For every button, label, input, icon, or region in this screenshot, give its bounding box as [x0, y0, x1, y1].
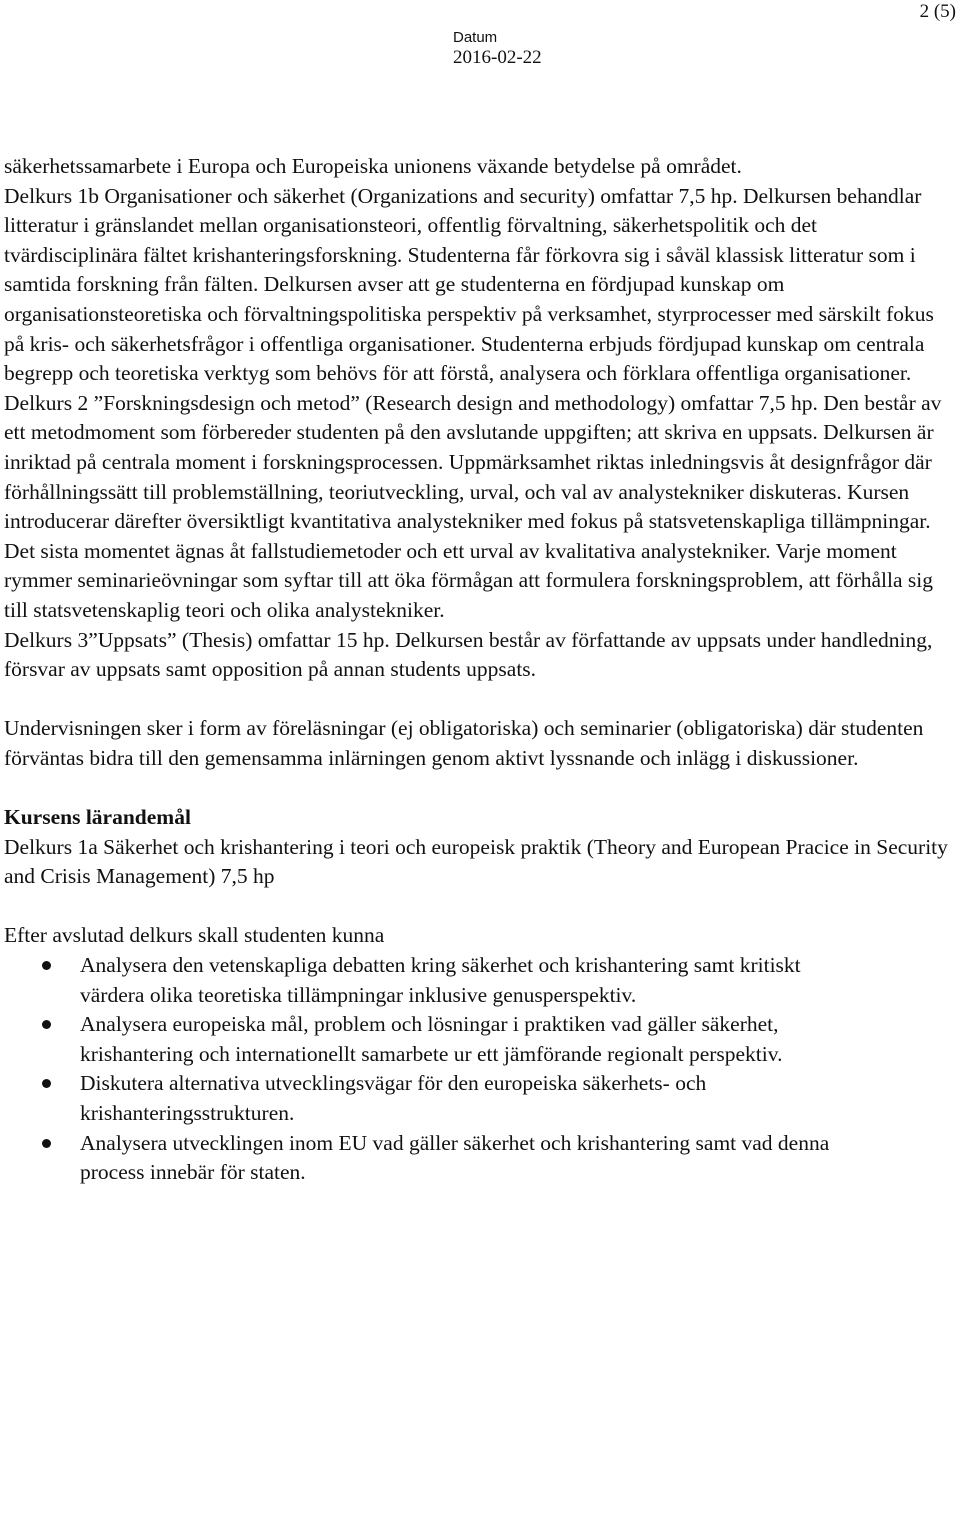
document-body — [4, 152, 952, 1188]
paragraph-delkurs-1b: Delkurs 1b Organisationer och säkerhet (Organizations and security) omfattar 7,5 hp. Delkursen behandlar litteratur i gränslandet mellan organisationsteori, offentlig förvaltning, säkerhetspolitik och det tvärdisciplinära fältet krishanteringsforskning. Studenterna får förkovra sig i såväl klassisk litteratur som i samtida forskning från fälten. Delkursen avser att ge studenterna en fördjupad kunskap om organisationsteoretiska och förvaltningspolitiska perspektiv på verksamhet, styrprocesser med särskilt fokus på kris- och säkerhetsfrågor i offentliga organisationer. Studenterna erbjuds fördjupad kunskap om centrala begrepp och teoretiska verktyg som behövs för att förstå, analysera och förklara offentliga organisationer. — [4, 183, 934, 386]
date-block — [453, 26, 542, 70]
page-number: 2 (5) — [919, 1, 956, 22]
paragraph-intro: säkerhetssamarbete i Europa och Europeiska unionens växande betydelse på området. — [4, 154, 742, 178]
learning-goals-list — [4, 951, 952, 1188]
list-item: Analysera europeiska mål, problem och lösningar i praktiken vad gäller säkerhet, krishantering och internationellt samarbete ur ett jämförande regionalt perspektiv. — [4, 1010, 952, 1069]
section-intro: Efter avslutad delkurs skall studenten kunna — [4, 923, 385, 948]
date-value: 2016-02-22 — [453, 47, 542, 68]
paragraph-delkurs-3: Delkurs 3”Uppsats” (Thesis) omfattar 15 hp. Delkursen består av författande av uppsats under handledning, försvar av uppsats samt opposition på annan students uppsats. — [4, 627, 933, 682]
paragraph-undervisning: Undervisningen sker i form av föreläsningar (ej obligatoriska) och seminarier (obligatoriska) där studenten förväntas bidra till den gemensamma inlärningen genom aktivt lyssnande och inlägg i diskussioner. — [4, 716, 924, 770]
spacer — [4, 773, 952, 803]
list-item: Analysera utvecklingen inom EU vad gäller säkerhet och krishantering samt vad denna process innebär för staten. — [4, 1129, 952, 1188]
list-item: Diskutera alternativa utvecklingsvägar för den europeiska säkerhets- och krishanteringsstrukturen. — [4, 1069, 952, 1128]
spacer — [4, 892, 952, 922]
section-subheading: Delkurs 1a Säkerhet och krishantering i teori och europeisk praktik (Theory and European Pracice in Security and Crisis Management) 7,5 hp — [4, 834, 948, 889]
paragraph-delkurs-2: Delkurs 2 ”Forskningsdesign och metod” (Research design and methodology) omfattar 7,5 hp. Den består av ett metodmoment som förbereder studenten på den avslutande uppgiften; att skriva en uppsats. Delkursen är inriktad på centrala moment i forskningsprocessen. Uppmärksamhet riktas inledningsvis åt designfrågor där förhållningssätt till problemställning, teoriutveckling, urval, och val av analystekniker diskuteras. Kursen introducerar därefter översiktligt kvantitativa analystekniker med fokus på statsvetenskapliga tillämpningar. Det sista momentet ägnas åt fallstudiemetoder och ett urval av kvalitativa analystekniker. Varje moment rymmer seminarieövningar som syftar till att öka förmågan att formulera forskningsproblem, att förhålla sig till statsvetenskaplig teori och olika analystekniker. — [4, 390, 942, 622]
list-item: Analysera den vetenskapliga debatten kring säkerhet och krishantering samt kritiskt värdera olika teoretiska tillämpningar inklusive genusperspektiv. — [4, 951, 952, 1010]
date-label: Datum — [453, 29, 498, 46]
spacer — [4, 685, 952, 715]
section-heading: Kursens lärandemål — [4, 805, 191, 830]
